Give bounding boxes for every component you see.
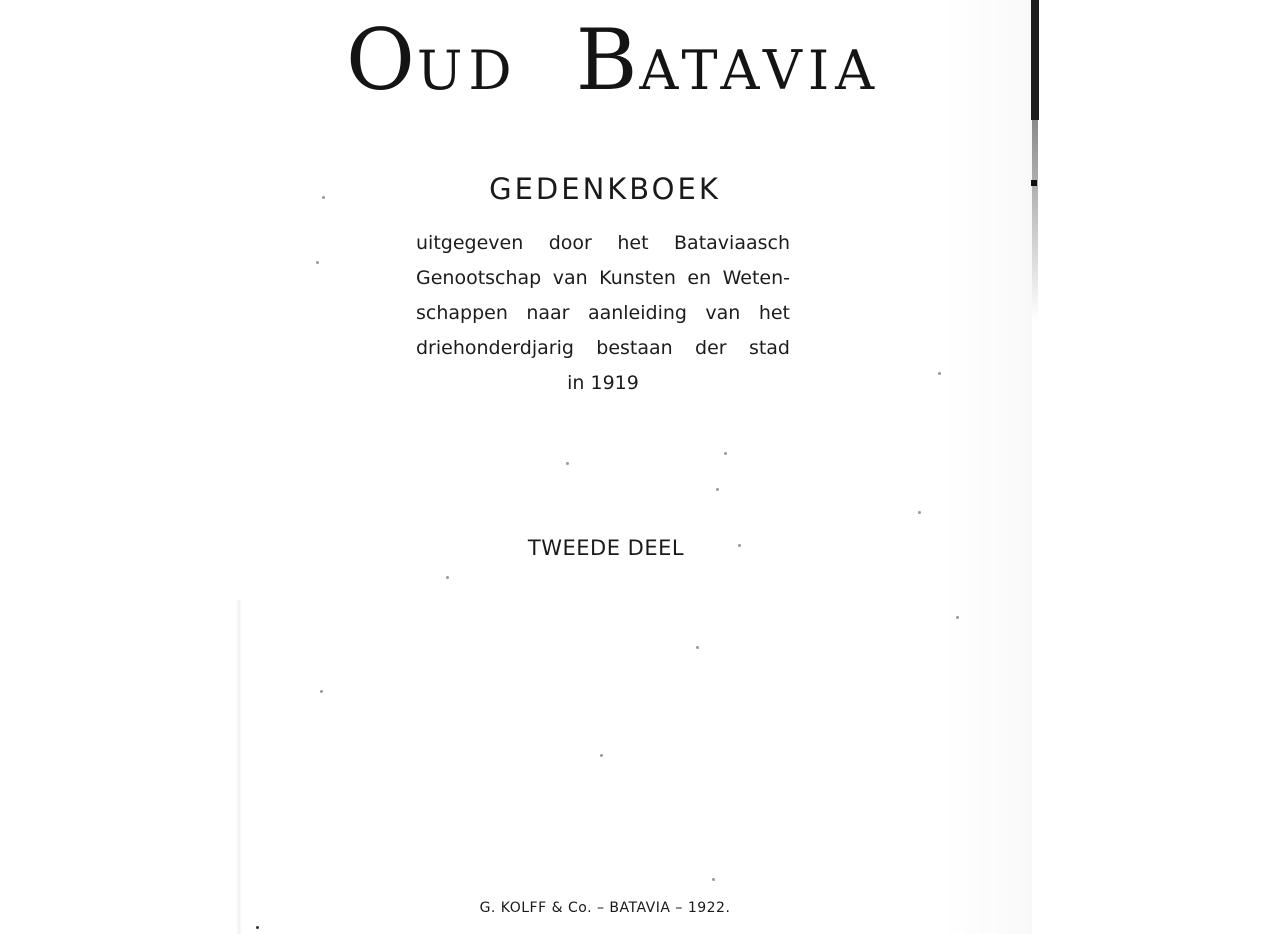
binding-edge-fade [1032, 120, 1038, 320]
description-line: schappen naar aanleiding van het [416, 302, 790, 324]
publisher-imprint: G. KOLFF & Co. – BATAVIA – 1922. [479, 900, 731, 916]
description-line: uitgegeven door het Bataviaasch [416, 232, 790, 254]
scan-speck [320, 690, 323, 693]
description-line: Genootschap van Kunsten en Weten- [416, 267, 790, 289]
title-rest-atavia: ATAVIA [639, 39, 881, 102]
scan-speck [716, 488, 719, 491]
book-subtitle: GEDENKBOEK [489, 172, 721, 206]
scan-speck [956, 616, 959, 619]
description-line: in 1919 [567, 372, 639, 394]
scan-speck [696, 646, 699, 649]
scan-speck [600, 754, 603, 757]
binding-edge-mark [1031, 180, 1037, 186]
title-rest-ud: UD [416, 39, 518, 102]
scan-speck [712, 878, 715, 881]
title-initial-b: B [575, 11, 640, 109]
scan-edge-left [236, 600, 242, 934]
volume-label: TWEEDE DEEL [527, 536, 685, 560]
scan-speck [256, 926, 259, 929]
scan-speck [316, 261, 319, 264]
book-title [346, 11, 881, 109]
book-description [416, 226, 790, 401]
binding-edge [1031, 0, 1039, 120]
scan-speck [322, 196, 325, 199]
page-shadow [940, 0, 1032, 934]
scan-speck [566, 462, 569, 465]
scan-speck [446, 576, 449, 579]
title-initial-o: O [346, 11, 417, 109]
scan-speck [724, 452, 727, 455]
scan-speck [918, 511, 921, 514]
scan-speck [938, 372, 941, 375]
description-line: driehonderdjarig bestaan der stad [416, 337, 790, 359]
scan-speck [738, 544, 741, 547]
